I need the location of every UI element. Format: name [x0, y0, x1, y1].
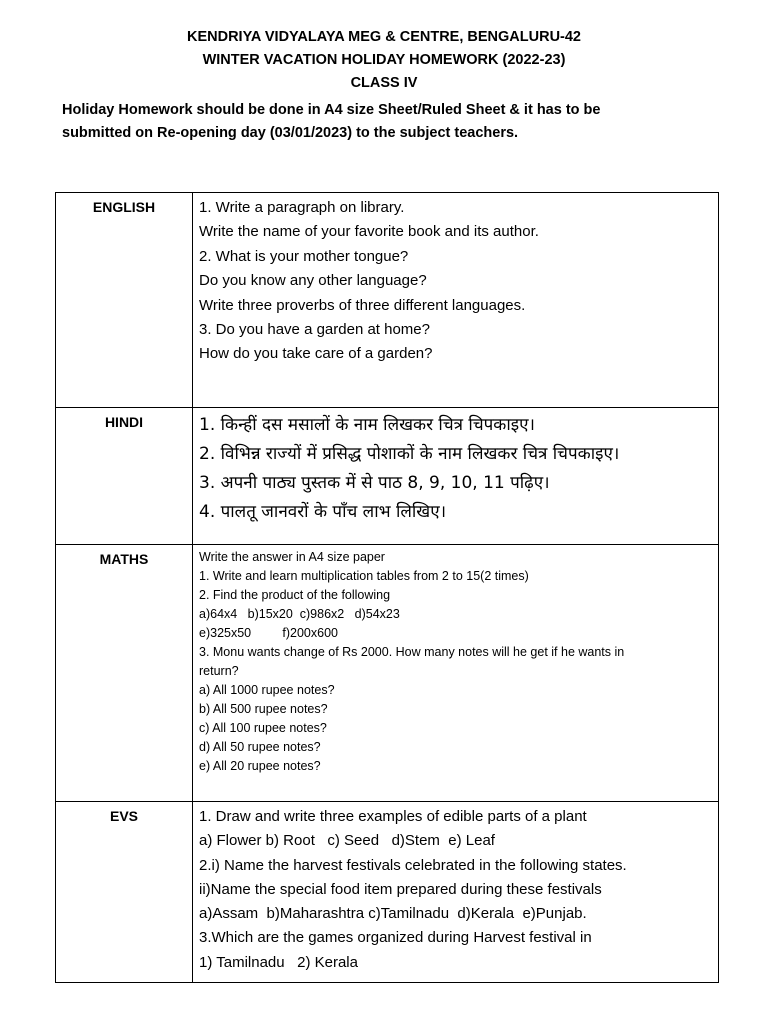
subject-name: EVS — [56, 802, 193, 983]
task-line: ii)Name the special food item prepared during these festivals — [199, 880, 602, 898]
task-line: How do you take care of a garden? — [199, 345, 433, 363]
task-line: Write the answer in A4 size paper — [199, 550, 385, 564]
task-line: 4. पालतू जानवरों के पाँच लाभ लिखिए। — [199, 502, 447, 522]
subject-tasks — [193, 545, 719, 802]
task-line: 2. Find the product of the following — [199, 588, 391, 602]
task-line: c) All 100 rupee notes? — [199, 721, 327, 735]
task-line: 2. विभिन्न राज्यों में प्रसिद्ध पोशाकों के नाम लिखकर चित्र चिपकाइए। — [199, 444, 620, 464]
notice-line: submitted on Re-opening day (03/01/2023) to the subject teachers. — [62, 125, 519, 141]
task-line: 1. Write and learn multiplication tables from 2 to 15(2 times) — [199, 569, 529, 583]
school-name: KENDRIYA VIDYALAYA MEG & CENTRE, BENGALURU-42 — [187, 29, 581, 45]
subject-name: ENGLISH — [56, 193, 193, 408]
task-line: 3. अपनी पाठ्य पुस्तक में से पाठ 8, 9, 10, 11 पढ़िए। — [199, 473, 550, 493]
subject-tasks — [193, 193, 719, 408]
task-line: a) All 1000 rupee notes? — [199, 683, 335, 697]
task-line: return? — [199, 664, 239, 678]
task-line: 3.Which are the games organized during Harvest festival in — [199, 929, 592, 947]
homework-title: WINTER VACATION HOLIDAY HOMEWORK (2022-23) — [202, 52, 566, 68]
task-line: e) All 20 rupee notes? — [199, 759, 321, 773]
task-line: 1. किन्हीं दस मसालों के नाम लिखकर चित्र चिपकाइए। — [199, 415, 535, 435]
task-line: 1. Draw and write three examples of edible parts of a plant — [199, 808, 587, 825]
task-line: 3. Monu wants change of Rs 2000. How many notes will he get if he wants in — [199, 645, 625, 659]
task-line: Write the name of your favorite book and its author. — [199, 223, 539, 241]
task-line: 1) Tamilnadu 2) Kerala — [199, 953, 358, 971]
task-line: a)Assam b)Maharashtra c)Tamilnadu d)Kerala e)Punjab. — [199, 905, 587, 923]
task-line: 2. What is your mother tongue? — [199, 247, 409, 265]
subject-row-english — [56, 193, 719, 408]
subject-tasks — [193, 802, 719, 983]
task-line: b) All 500 rupee notes? — [199, 702, 328, 716]
subject-tasks — [193, 408, 719, 545]
task-line: e)325x50 f)200x600 — [199, 626, 338, 640]
notice-line: Holiday Homework should be done in A4 size Sheet/Ruled Sheet & it has to be — [62, 102, 601, 118]
task-line: 2.i) Name the harvest festivals celebrated in the following states. — [199, 856, 627, 874]
task-line: a)64x4 b)15x20 c)986x2 d)54x23 — [199, 607, 400, 621]
document-header — [0, 26, 768, 95]
subject-row-evs — [56, 802, 719, 983]
subject-name: MATHS — [56, 545, 193, 802]
task-line: Write three proverbs of three different languages. — [199, 296, 526, 314]
subject-row-maths — [56, 545, 719, 802]
task-line: d) All 50 rupee notes? — [199, 740, 321, 754]
submission-notice — [62, 99, 722, 145]
class-label: CLASS IV — [350, 75, 418, 91]
subject-row-hindi — [56, 408, 719, 545]
task-line: Do you know any other language? — [199, 272, 427, 290]
task-line: 1. Write a paragraph on library. — [199, 199, 405, 216]
task-line: 3. Do you have a garden at home? — [199, 321, 430, 339]
task-line: a) Flower b) Root c) Seed d)Stem e) Leaf — [199, 832, 495, 850]
subject-name: HINDI — [56, 408, 193, 545]
homework-table — [55, 192, 719, 983]
